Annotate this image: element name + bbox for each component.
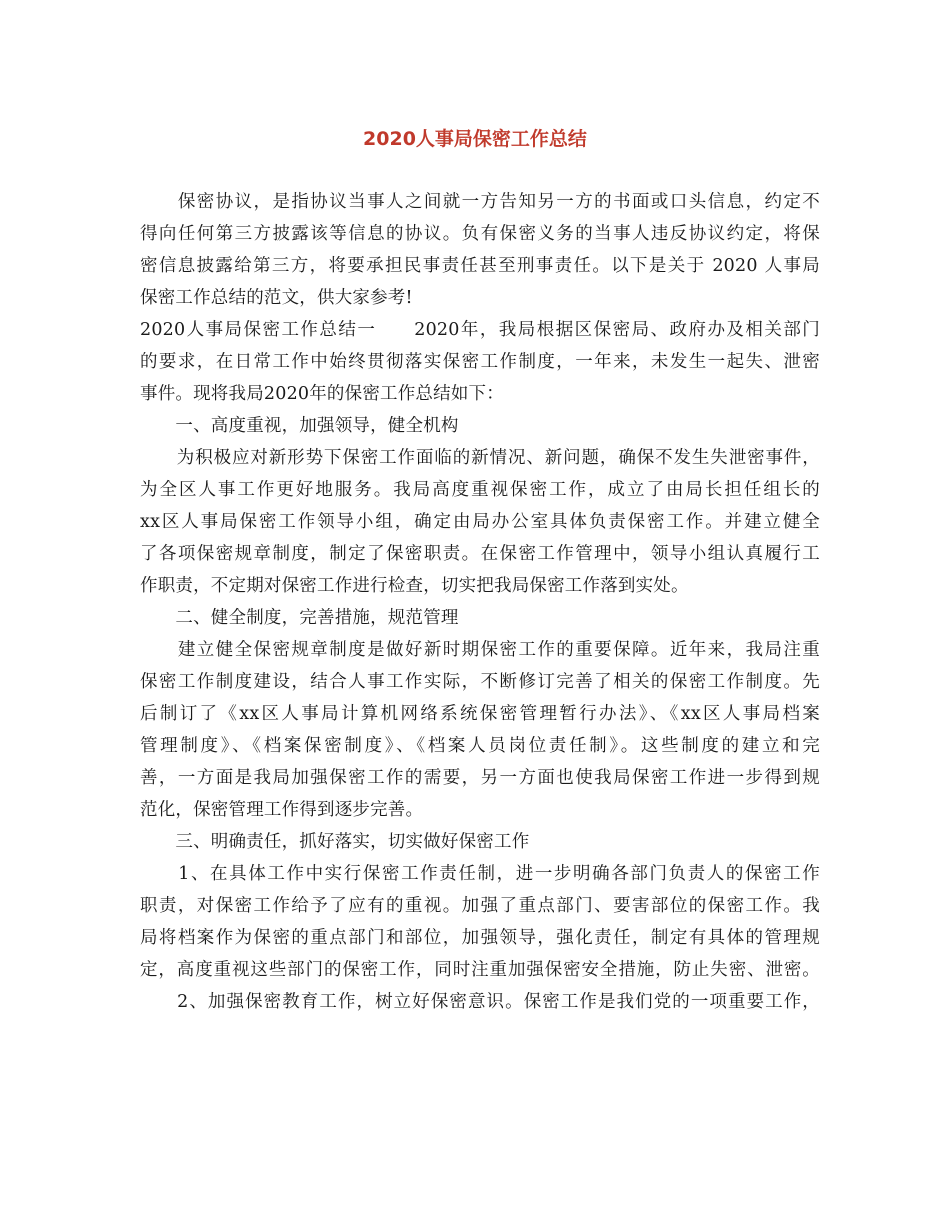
body-line: 为积极应对新形势下保密工作面临的新情况、新问题，确保不发生失泄密事件， <box>140 448 820 468</box>
body-line: 善，一方面是我局加强保密工作的需要，另一方面也使我局保密工作进一步得到规 <box>140 768 820 788</box>
body-line: 作职责，不定期对保密工作进行检查，切实把我局保密工作落到实处。 <box>140 576 689 596</box>
body-line: 定，高度重视这些部门的保密工作，同时注重加强保密安全措施，防止失密、泄密。 <box>140 960 820 980</box>
document-title: 2020人事局保密工作总结 <box>363 128 587 150</box>
body-line: 职责，对保密工作给予了应有的重视。加强了重点部门、要害部位的保密工作。我 <box>140 896 820 916</box>
body-line: 管理制度》、《档案保密制度》、《档案人员岗位责任制》。这些制度的建立和完 <box>140 736 820 756</box>
body-line: 保密工作制度建设，结合人事工作实际，不断修订完善了相关的保密工作制度。先 <box>140 672 820 692</box>
body-line: 2、加强保密教育工作，树立好保密意识。保密工作是我们党的一项重要工作， <box>140 992 820 1012</box>
body-line: 局将档案作为保密的重点部门和部位，加强领导，强化责任，制定有具体的管理规 <box>140 928 820 948</box>
body-line: 事件。现将我局2020年的保密工作总结如下： <box>140 384 504 404</box>
body-line: 保密工作总结的范文，供大家参考! <box>140 288 413 308</box>
body-line: 二、健全制度，完善措施，规范管理 <box>140 608 459 628</box>
body-line: 保密协议，是指协议当事人之间就一方告知另一方的书面或口头信息，约定不 <box>140 192 820 212</box>
body-line: 的要求，在日常工作中始终贯彻落实保密工作制度，一年来，未发生一起失、泄密 <box>140 352 820 372</box>
body-line: 得向任何第三方披露该等信息的协议。负有保密义务的当事人违反协议约定，将保 <box>140 224 820 244</box>
body-line: 1、在具体工作中实行保密工作责任制，进一步明确各部门负责人的保密工作 <box>140 864 820 884</box>
body-line: 为全区人事工作更好地服务。我局高度重视保密工作，成立了由局长担任组长的 <box>140 480 820 500</box>
body-line: 了各项保密规章制度，制定了保密职责。在保密工作管理中，领导小组认真履行工 <box>140 544 820 564</box>
body-line: 后制订了《xx区人事局计算机网络系统保密管理暂行办法》、《xx区人事局档案 <box>140 704 820 724</box>
document-body <box>140 186 820 1018</box>
body-line: 三、明确责任，抓好落实，切实做好保密工作 <box>140 832 530 852</box>
body-line: 范化，保密管理工作得到逐步完善。 <box>140 800 424 820</box>
body-line: xx区人事局保密工作领导小组，确定由局办公室具体负责保密工作。并建立健全 <box>140 512 820 532</box>
body-line: 一、高度重视，加强领导，健全机构 <box>140 416 459 436</box>
body-line: 密信息披露给第三方，将要承担民事责任甚至刑事责任。以下是关于 2020 人事局 <box>140 256 820 276</box>
body-line: 2020人事局保密工作总结一 2020年，我局根据区保密局、政府办及相关部门 <box>140 320 820 340</box>
body-line: 建立健全保密规章制度是做好新时期保密工作的重要保障。近年来，我局注重 <box>140 640 820 660</box>
